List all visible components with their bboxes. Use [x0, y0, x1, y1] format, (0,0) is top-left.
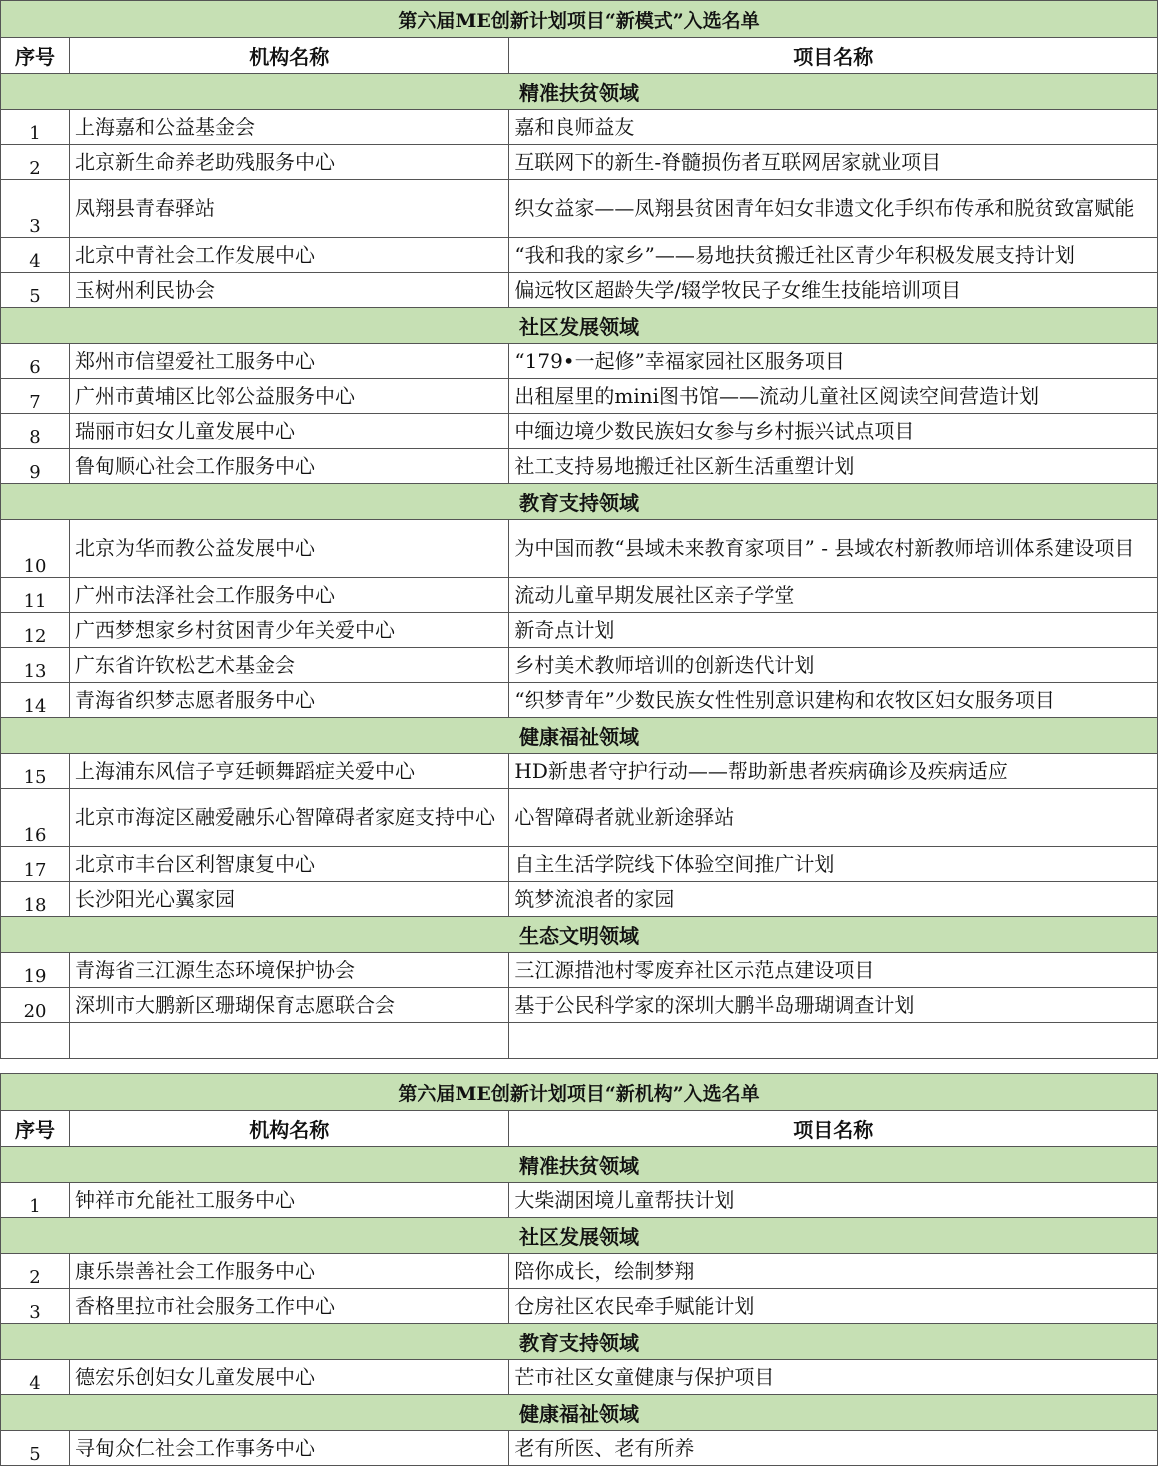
section-header: 教育支持领域: [1, 484, 1158, 520]
org-name: 康乐崇善社会工作服务中心: [70, 1254, 509, 1289]
row-number: 19: [1, 953, 70, 988]
org-name: 瑞丽市妇女儿童发展中心: [70, 414, 509, 449]
table-row: [1, 449, 1158, 484]
org-name: 郑州市信望爱社工服务中心: [70, 344, 509, 379]
org-name: 北京新生命养老助残服务中心: [70, 145, 509, 180]
row-number: 5: [1, 1431, 70, 1466]
org-name: 凤翔县青春驿站: [70, 180, 509, 238]
project-name: 偏远牧区超龄失学/辍学牧民子女维生技能培训项目: [509, 273, 1158, 308]
org-name: 北京为华而教公益发展中心: [70, 520, 509, 578]
org-name: 广西梦想家乡村贫困青少年关爱中心: [70, 613, 509, 648]
table-row: [1, 145, 1158, 180]
row-number: 17: [1, 847, 70, 882]
project-name: “织梦青年”少数民族女性性别意识建构和农牧区妇女服务项目: [509, 683, 1158, 718]
table-row: [1, 1360, 1158, 1395]
org-name: 北京市海淀区融爱融乐心智障碍者家庭支持中心: [70, 789, 509, 847]
org-name: 深圳市大鹏新区珊瑚保育志愿联合会: [70, 988, 509, 1023]
project-name: 新奇点计划: [509, 613, 1158, 648]
table-row: [1, 1431, 1158, 1466]
row-number: 14: [1, 683, 70, 718]
org-name: 寻甸众仁社会工作事务中心: [70, 1431, 509, 1466]
table-title: 第六届ME创新计划项目“新模式”入选名单: [1, 1, 1158, 38]
row-number: 11: [1, 578, 70, 613]
table-row: [1, 110, 1158, 145]
org-name: 鲁甸顺心社会工作服务中心: [70, 449, 509, 484]
org-name: 北京中青社会工作发展中心: [70, 238, 509, 273]
project-name: 自主生活学院线下体验空间推广计划: [509, 847, 1158, 882]
org-name: 青海省织梦志愿者服务中心: [70, 683, 509, 718]
project-name: 流动儿童早期发展社区亲子学堂: [509, 578, 1158, 613]
row-number: 18: [1, 882, 70, 917]
table-row: [1, 754, 1158, 789]
table-row: [1, 613, 1158, 648]
header-seq: 序号: [1, 1111, 70, 1147]
project-name: 陪你成长，绘制梦翔: [509, 1254, 1158, 1289]
blank-cell: [70, 1023, 509, 1059]
table-row: [1, 1254, 1158, 1289]
header-project: 项目名称: [509, 1111, 1158, 1147]
row-number: 9: [1, 449, 70, 484]
org-name: 玉树州利民协会: [70, 273, 509, 308]
row-number: 7: [1, 379, 70, 414]
new-org-table: [0, 1073, 1158, 1466]
org-name: 上海浦东风信子亨廷顿舞蹈症关爱中心: [70, 754, 509, 789]
org-name: 广州市黄埔区比邻公益服务中心: [70, 379, 509, 414]
row-number: 4: [1, 1360, 70, 1395]
table-row: [1, 988, 1158, 1023]
row-number: 10: [1, 520, 70, 578]
row-number: 15: [1, 754, 70, 789]
row-number: 2: [1, 145, 70, 180]
row-number: 13: [1, 648, 70, 683]
table-row: [1, 379, 1158, 414]
table-row: [1, 520, 1158, 578]
table-row: [1, 273, 1158, 308]
project-name: 三江源措池村零废弃社区示范点建设项目: [509, 953, 1158, 988]
row-number: 3: [1, 1289, 70, 1324]
table-row: [1, 238, 1158, 273]
row-number: 16: [1, 789, 70, 847]
row-number: 2: [1, 1254, 70, 1289]
section-header: 精准扶贫领域: [1, 1147, 1158, 1183]
blank-row: [1, 1023, 1158, 1059]
row-number: 4: [1, 238, 70, 273]
header-seq: 序号: [1, 38, 70, 74]
org-name: 钟祥市允能社工服务中心: [70, 1183, 509, 1218]
table-row: [1, 1183, 1158, 1218]
row-number: 20: [1, 988, 70, 1023]
table-row: [1, 1289, 1158, 1324]
project-name: 出租屋里的mini图书馆——流动儿童社区阅读空间营造计划: [509, 379, 1158, 414]
row-number: 3: [1, 180, 70, 238]
row-number: 8: [1, 414, 70, 449]
section-header: 生态文明领域: [1, 917, 1158, 953]
header-org: 机构名称: [70, 38, 509, 74]
table-title: 第六届ME创新计划项目“新机构”入选名单: [1, 1074, 1158, 1111]
project-name: 基于公民科学家的深圳大鹏半岛珊瑚调查计划: [509, 988, 1158, 1023]
org-name: 香格里拉市社会服务工作中心: [70, 1289, 509, 1324]
org-name: 广东省许钦松艺术基金会: [70, 648, 509, 683]
row-number: 5: [1, 273, 70, 308]
row-number: 6: [1, 344, 70, 379]
row-number: 1: [1, 1183, 70, 1218]
project-name: 仓房社区农民牵手赋能计划: [509, 1289, 1158, 1324]
table-row: [1, 882, 1158, 917]
section-header: 精准扶贫领域: [1, 74, 1158, 110]
header-project: 项目名称: [509, 38, 1158, 74]
org-name: 广州市法泽社会工作服务中心: [70, 578, 509, 613]
section-header: 健康福祉领域: [1, 1395, 1158, 1431]
blank-cell: [509, 1023, 1158, 1059]
table-row: [1, 578, 1158, 613]
table-row: [1, 953, 1158, 988]
row-number: 1: [1, 110, 70, 145]
section-header: 社区发展领域: [1, 308, 1158, 344]
project-name: 社工支持易地搬迁社区新生活重塑计划: [509, 449, 1158, 484]
project-name: 中缅边境少数民族妇女参与乡村振兴试点项目: [509, 414, 1158, 449]
project-name: 为中国而教“县域未来教育家项目” - 县域农村新教师培训体系建设项目: [509, 520, 1158, 578]
blank-cell: [1, 1023, 70, 1059]
project-name: 织女益家——凤翔县贫困青年妇女非遗文化手织布传承和脱贫致富赋能: [509, 180, 1158, 238]
project-name: 芒市社区女童健康与保护项目: [509, 1360, 1158, 1395]
table-row: [1, 847, 1158, 882]
project-name: 老有所医、老有所养: [509, 1431, 1158, 1466]
org-name: 德宏乐创妇女儿童发展中心: [70, 1360, 509, 1395]
project-name: 心智障碍者就业新途驿站: [509, 789, 1158, 847]
section-header: 社区发展领域: [1, 1218, 1158, 1254]
org-name: 长沙阳光心翼家园: [70, 882, 509, 917]
project-name: “我和我的家乡”——易地扶贫搬迁社区青少年积极发展支持计划: [509, 238, 1158, 273]
project-name: 嘉和良师益友: [509, 110, 1158, 145]
project-name: 互联网下的新生-脊髓损伤者互联网居家就业项目: [509, 145, 1158, 180]
project-name: 乡村美术教师培训的创新迭代计划: [509, 648, 1158, 683]
project-name: “179•一起修”幸福家园社区服务项目: [509, 344, 1158, 379]
table-row: [1, 180, 1158, 238]
table-row: [1, 344, 1158, 379]
row-number: 12: [1, 613, 70, 648]
header-org: 机构名称: [70, 1111, 509, 1147]
org-name: 青海省三江源生态环境保护协会: [70, 953, 509, 988]
table-row: [1, 683, 1158, 718]
section-header: 教育支持领域: [1, 1324, 1158, 1360]
table-row: [1, 414, 1158, 449]
org-name: 北京市丰台区利智康复中心: [70, 847, 509, 882]
project-name: HD新患者守护行动——帮助新患者疾病确诊及疾病适应: [509, 754, 1158, 789]
table-row: [1, 789, 1158, 847]
table-row: [1, 648, 1158, 683]
project-name: 筑梦流浪者的家园: [509, 882, 1158, 917]
section-header: 健康福祉领域: [1, 718, 1158, 754]
org-name: 上海嘉和公益基金会: [70, 110, 509, 145]
project-name: 大柴湖困境儿童帮扶计划: [509, 1183, 1158, 1218]
